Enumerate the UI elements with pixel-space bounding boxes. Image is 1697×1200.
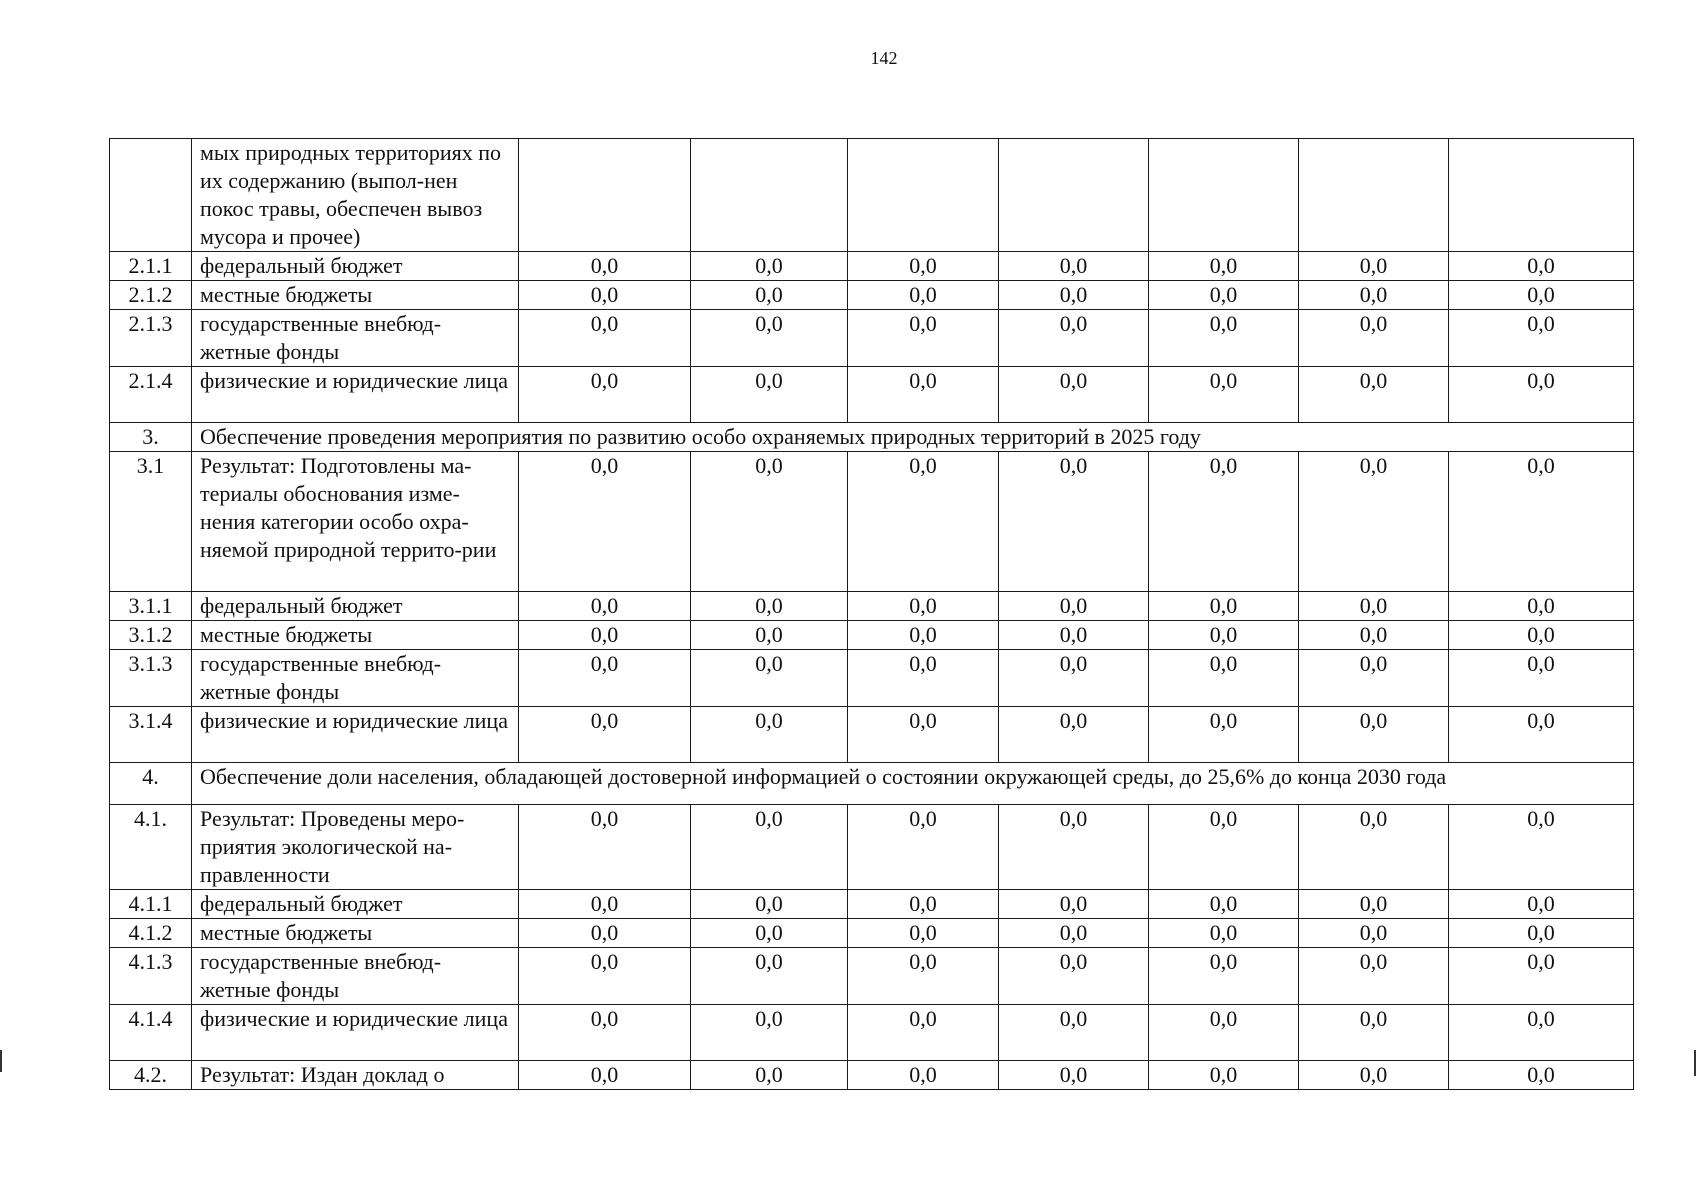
row-label: местные бюджеты [192, 621, 519, 650]
value-cell: 0,0 [1299, 1005, 1449, 1061]
value-cell: 0,0 [519, 621, 691, 650]
value-cell: 0,0 [848, 890, 999, 919]
value-cell: 0,0 [848, 1061, 999, 1090]
row-label: государственные внебюд-жетные фонды [192, 650, 519, 707]
value-cell: 0,0 [1299, 948, 1449, 1005]
value-cell: 0,0 [1299, 252, 1449, 281]
table-row [110, 139, 1634, 252]
value-cell: 0,0 [1149, 805, 1299, 890]
value-cell: 0,0 [519, 948, 691, 1005]
value-cell: 0,0 [1449, 621, 1634, 650]
row-label: государственные внебюд-жетные фонды [192, 310, 519, 367]
table-row [110, 423, 1634, 452]
row-label: местные бюджеты [192, 919, 519, 948]
table-row [110, 707, 1634, 763]
value-cell: 0,0 [1299, 1061, 1449, 1090]
value-cell: 0,0 [1149, 707, 1299, 763]
value-cell: 0,0 [1449, 805, 1634, 890]
value-cell: 0,0 [519, 1005, 691, 1061]
value-cell: 0,0 [691, 452, 848, 592]
value-cell: 0,0 [519, 310, 691, 367]
row-label: физические и юридические лица [192, 707, 519, 763]
row-label: Результат: Издан доклад о [192, 1061, 519, 1090]
row-number: 2.1.4 [110, 367, 192, 423]
value-cell: 0,0 [848, 650, 999, 707]
budget-table [109, 138, 1634, 1090]
value-cell: 0,0 [1449, 1005, 1634, 1061]
row-number: 3.1.3 [110, 650, 192, 707]
value-cell: 0,0 [848, 592, 999, 621]
row-number: 4.1.2 [110, 919, 192, 948]
table-row [110, 281, 1634, 310]
value-cell: 0,0 [1149, 890, 1299, 919]
row-number [110, 139, 192, 252]
table-row [110, 310, 1634, 367]
value-cell: 0,0 [1149, 592, 1299, 621]
value-cell: 0,0 [1299, 310, 1449, 367]
value-cell [999, 139, 1149, 252]
value-cell: 0,0 [691, 805, 848, 890]
value-cell: 0,0 [1449, 1061, 1634, 1090]
value-cell: 0,0 [848, 281, 999, 310]
value-cell: 0,0 [691, 707, 848, 763]
value-cell: 0,0 [1449, 452, 1634, 592]
value-cell: 0,0 [691, 650, 848, 707]
table-row [110, 1061, 1634, 1090]
value-cell: 0,0 [1299, 592, 1449, 621]
row-label: государственные внебюд-жетные фонды [192, 948, 519, 1005]
value-cell: 0,0 [1149, 310, 1299, 367]
value-cell: 0,0 [519, 805, 691, 890]
value-cell: 0,0 [519, 890, 691, 919]
value-cell: 0,0 [519, 452, 691, 592]
value-cell: 0,0 [691, 621, 848, 650]
table-row [110, 763, 1634, 805]
value-cell: 0,0 [1299, 281, 1449, 310]
value-cell [519, 139, 691, 252]
value-cell: 0,0 [999, 707, 1149, 763]
right-margin-mark [1694, 1050, 1696, 1076]
value-cell: 0,0 [691, 592, 848, 621]
value-cell: 0,0 [848, 367, 999, 423]
value-cell: 0,0 [999, 592, 1149, 621]
value-cell: 0,0 [519, 281, 691, 310]
table-row [110, 252, 1634, 281]
value-cell: 0,0 [519, 367, 691, 423]
value-cell: 0,0 [519, 1061, 691, 1090]
value-cell: 0,0 [999, 890, 1149, 919]
value-cell [1149, 139, 1299, 252]
value-cell: 0,0 [1149, 650, 1299, 707]
value-cell: 0,0 [1149, 1005, 1299, 1061]
row-number: 4.1.1 [110, 890, 192, 919]
value-cell: 0,0 [1449, 252, 1634, 281]
row-number: 2.1.3 [110, 310, 192, 367]
row-number: 4.1.4 [110, 1005, 192, 1061]
value-cell: 0,0 [999, 452, 1149, 592]
value-cell: 0,0 [1299, 650, 1449, 707]
row-number: 2.1.2 [110, 281, 192, 310]
table-row [110, 452, 1634, 592]
value-cell: 0,0 [519, 252, 691, 281]
value-cell: 0,0 [1149, 252, 1299, 281]
table-row [110, 948, 1634, 1005]
value-cell: 0,0 [1449, 281, 1634, 310]
value-cell: 0,0 [1149, 948, 1299, 1005]
value-cell: 0,0 [1449, 919, 1634, 948]
value-cell: 0,0 [1149, 281, 1299, 310]
row-label: физические и юридические лица [192, 1005, 519, 1061]
value-cell: 0,0 [999, 252, 1149, 281]
value-cell: 0,0 [691, 919, 848, 948]
row-label: мых природных территориях по их содержанию (выпол-нен покос травы, обеспечен вывоз мусора и прочее) [192, 139, 519, 252]
value-cell: 0,0 [691, 367, 848, 423]
value-cell: 0,0 [1299, 919, 1449, 948]
value-cell: 0,0 [848, 1005, 999, 1061]
table-row [110, 805, 1634, 890]
page-number: 142 [870, 48, 898, 68]
row-number: 3.1.2 [110, 621, 192, 650]
value-cell: 0,0 [1149, 621, 1299, 650]
value-cell: 0,0 [848, 805, 999, 890]
left-margin-mark [0, 1050, 2, 1072]
value-cell: 0,0 [999, 1061, 1149, 1090]
value-cell: 0,0 [691, 281, 848, 310]
value-cell: 0,0 [1449, 310, 1634, 367]
value-cell: 0,0 [1449, 707, 1634, 763]
value-cell: 0,0 [691, 310, 848, 367]
value-cell: 0,0 [999, 281, 1149, 310]
value-cell: 0,0 [999, 805, 1149, 890]
row-label: Результат: Подготовлены ма-териалы обоснования изме-нения категории особо охра-няемой природной террито-рии [192, 452, 519, 592]
value-cell: 0,0 [1149, 452, 1299, 592]
value-cell: 0,0 [691, 1005, 848, 1061]
value-cell: 0,0 [848, 707, 999, 763]
value-cell: 0,0 [848, 621, 999, 650]
value-cell: 0,0 [1449, 592, 1634, 621]
value-cell: 0,0 [999, 367, 1149, 423]
row-number: 4.1.3 [110, 948, 192, 1005]
value-cell: 0,0 [999, 1005, 1149, 1061]
value-cell: 0,0 [848, 452, 999, 592]
value-cell: 0,0 [1149, 367, 1299, 423]
value-cell: 0,0 [848, 948, 999, 1005]
value-cell: 0,0 [1449, 948, 1634, 1005]
value-cell: 0,0 [1149, 1061, 1299, 1090]
row-number: 3. [110, 423, 192, 452]
table-row [110, 919, 1634, 948]
row-label: федеральный бюджет [192, 890, 519, 919]
row-number: 4.2. [110, 1061, 192, 1090]
value-cell: 0,0 [691, 1061, 848, 1090]
table-row [110, 1005, 1634, 1061]
value-cell: 0,0 [1299, 367, 1449, 423]
value-cell: 0,0 [519, 707, 691, 763]
row-number: 3.1.1 [110, 592, 192, 621]
value-cell [848, 139, 999, 252]
value-cell: 0,0 [1449, 650, 1634, 707]
value-cell: 0,0 [1299, 805, 1449, 890]
row-label: федеральный бюджет [192, 592, 519, 621]
value-cell: 0,0 [691, 252, 848, 281]
row-number: 4. [110, 763, 192, 805]
row-label: Результат: Проведены меро-приятия экологической на-правленности [192, 805, 519, 890]
value-cell: 0,0 [519, 592, 691, 621]
row-number: 4.1. [110, 805, 192, 890]
value-cell [1299, 139, 1449, 252]
value-cell: 0,0 [1449, 367, 1634, 423]
value-cell: 0,0 [848, 252, 999, 281]
value-cell: 0,0 [519, 650, 691, 707]
value-cell: 0,0 [1449, 890, 1634, 919]
row-label: физические и юридические лица [192, 367, 519, 423]
row-label: местные бюджеты [192, 281, 519, 310]
table-row [110, 367, 1634, 423]
value-cell: 0,0 [848, 919, 999, 948]
value-cell: 0,0 [1299, 707, 1449, 763]
row-label: федеральный бюджет [192, 252, 519, 281]
value-cell: 0,0 [848, 310, 999, 367]
value-cell: 0,0 [999, 310, 1149, 367]
row-number: 3.1 [110, 452, 192, 592]
row-number: 3.1.4 [110, 707, 192, 763]
row-number: 2.1.1 [110, 252, 192, 281]
table-row [110, 650, 1634, 707]
value-cell: 0,0 [1149, 919, 1299, 948]
value-cell: 0,0 [1299, 621, 1449, 650]
value-cell: 0,0 [1299, 452, 1449, 592]
value-cell: 0,0 [999, 621, 1149, 650]
table-row [110, 621, 1634, 650]
value-cell: 0,0 [1299, 890, 1449, 919]
value-cell [1449, 139, 1634, 252]
table-row [110, 890, 1634, 919]
value-cell: 0,0 [999, 650, 1149, 707]
value-cell: 0,0 [519, 919, 691, 948]
table-row [110, 592, 1634, 621]
section-title: Обеспечение доли населения, обладающей достоверной информацией о состоянии окружающей среды, до 25,6% до конца 2030 года [192, 763, 1634, 805]
value-cell: 0,0 [999, 948, 1149, 1005]
section-title: Обеспечение проведения мероприятия по развитию особо охраняемых природных территорий в 2025 году [192, 423, 1634, 452]
value-cell: 0,0 [691, 890, 848, 919]
value-cell: 0,0 [999, 919, 1149, 948]
value-cell: 0,0 [691, 948, 848, 1005]
value-cell [691, 139, 848, 252]
